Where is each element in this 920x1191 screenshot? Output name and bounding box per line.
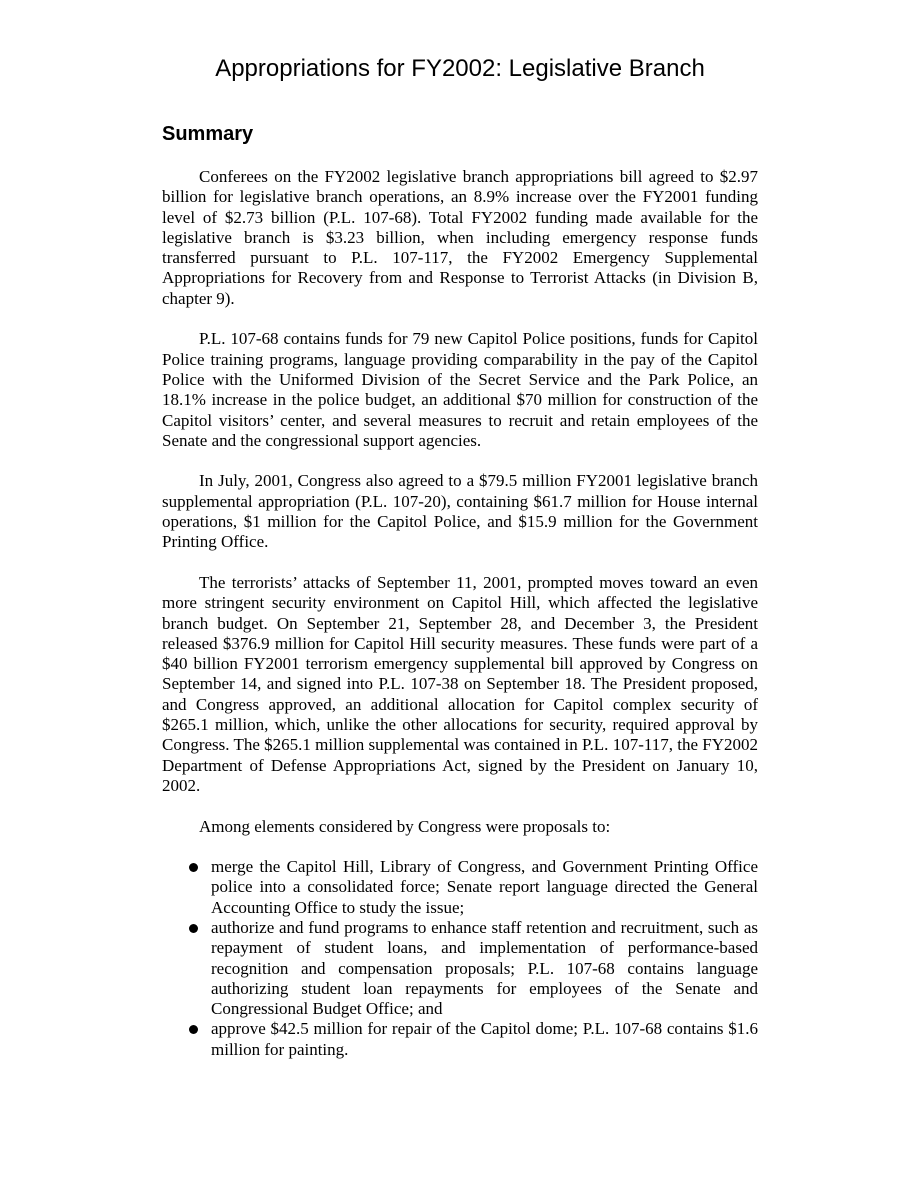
document-title: Appropriations for FY2002: Legislative Branch xyxy=(215,55,705,82)
proposals-list xyxy=(162,857,758,1060)
bullet-icon xyxy=(189,924,198,933)
list-item-text: approve $42.5 million for repair of the Capitol dome; P.L. 107-68 contains $1.6 million for painting. xyxy=(211,1019,758,1059)
list-item xyxy=(162,857,758,918)
list-item-text: authorize and fund programs to enhance staff retention and recruitment, such as repayment of student loans, and implementation of performance-based recognition and compensation proposals; P.L. 107-68 contains language authorizing student loan repayments for employees of the Senate and Congressional Budget Office; and xyxy=(211,917,758,1019)
paragraph-proposals-intro: Among elements considered by Congress were proposals to: xyxy=(199,816,611,836)
paragraph-capitol-police: P.L. 107-68 contains funds for 79 new Capitol Police positions, funds for Capitol Police training programs, language providing comparability in the pay of the Capitol Police with the Uniformed Division of the Secret Service and the Park Police, an 18.1% increase in the police budget, an additional $70 million for construction of the Capitol visitors’ center, and several measures to recruit and retain employees of the Senate and the congressional support agencies. xyxy=(162,329,758,450)
paragraph-september-11: The terrorists’ attacks of September 11, 2001, prompted moves toward an even more stringent security environment on Capitol Hill, which affected the legislative branch budget. On September 21, September 28, and December 3, the President released $376.9 million for Capitol Hill security measures. These funds were part of a $40 billion FY2001 terrorism emergency supplemental bill approved by Congress on September 14, and signed into P.L. 107-38 on September 18. The President proposed, and Congress approved, an additional allocation for Capitol complex security of $265.1 million, which, unlike the other allocations for security, required approval by Congress. The $265.1 million supplemental was contained in P.L. 107-117, the FY2002 Department of Defense Appropriations Act, signed by the President on January 10, 2002. xyxy=(162,572,758,795)
bullet-icon xyxy=(189,1025,198,1034)
list-item xyxy=(162,1019,758,1060)
section-heading-summary: Summary xyxy=(162,123,254,145)
list-item xyxy=(162,918,758,1019)
paragraph-supplemental-fy2001: In July, 2001, Congress also agreed to a $79.5 million FY2001 legislative branch supplemental appropriation (P.L. 107-20), containing $61.7 million for House internal operations, $1 million for the Capitol Police, and $15.9 million for the Government Printing Office. xyxy=(162,471,758,552)
paragraph-funding-overview: Conferees on the FY2002 legislative branch appropriations bill agreed to $2.97 billion for legislative branch operations, an 8.9% increase over the FY2001 funding level of $2.73 billion (P.L. 107-68). Total FY2002 funding made available for the legislative branch is $3.23 billion, when including emergency response funds transferred pursuant to P.L. 107-117, the FY2002 Emergency Supplemental Appropriations for Recovery from and Response to Terrorist Attacks (in Division B, chapter 9). xyxy=(162,167,758,308)
list-item-text: merge the Capitol Hill, Library of Congress, and Government Printing Office police into a consolidated force; Senate report language directed the General Accounting Office to study the issue; xyxy=(211,857,758,917)
bullet-icon xyxy=(189,863,198,872)
summary-body xyxy=(162,167,758,1060)
